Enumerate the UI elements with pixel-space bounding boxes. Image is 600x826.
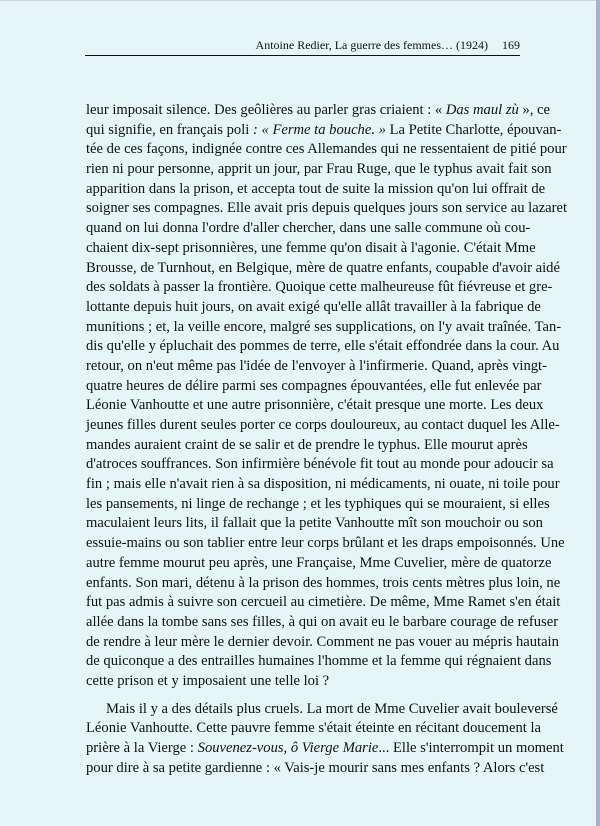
text-line [86,180,546,200]
text-line [86,554,552,574]
text-line [86,239,536,259]
text-run: quatre heures de délire parmi ses compagnes épouvantées, elle fut enlevée par [86,377,542,394]
text-line [86,593,561,613]
text-run: Brousse, de Turnhout, en Belgique, mère de quatre enfants, coupable d'avoir aidé [86,259,560,276]
text-run: Léonie Vanhoutte. Cette pauvre femme s'était éteinte en récitant doucement la [86,720,541,737]
text-run: d'atroces souffrances. Son infirmière bénévole fit tout au monde pour adoucir sa [86,456,554,473]
text-line [86,101,551,121]
page-top-edge [0,0,600,1]
text-line [86,121,562,141]
italic-text: : « Ferme ta bouche. » [252,121,386,138]
text-line [86,475,560,495]
text-run: rien ni pour personne, apprit un jour, par Frau Ruge, que le typhus avait fait son [86,161,552,178]
text-run: dis qu'elle y épluchait des pommes de terre, elle s'était effondrée dans la cour. Au [86,338,560,355]
paragraph [86,700,564,779]
text-line [86,357,547,377]
text-run: mandes auraient craint de se salir et de prendre le typhus. Elle mourut après [86,436,528,453]
text-line [86,298,541,318]
text-run: chaient dix-sept prisonnières, une femme qu'on disait à l'agonie. C'était Mme [86,239,536,256]
text-run: cette prison et y imposaient une telle loi ? [86,672,330,689]
text-line [86,700,558,720]
text-run: munitions ; et, la veille encore, malgré ses supplications, on l'y avait traînée. Tan- [86,318,562,335]
text-line [86,455,554,475]
page-body [86,101,568,778]
text-line [86,436,528,456]
text-run: leur imposait silence. Des geôlières au parler gras criaient : « [86,102,446,118]
text-line [86,318,562,338]
text-run: La Petite Charlotte, épouvan- [385,121,562,138]
text-run: de quiconque a des entrailles humaines l'homme et la femme qui régnaient dans [86,653,552,670]
text-run: retour, on n'eut même pas l'idée de l'envoyer à l'infirmerie. Quand, après vingt- [86,357,547,374]
header-title: Antoine Redier, La guerre des femmes… (1924) [255,38,488,52]
running-header [85,38,520,53]
text-run: pour dire à sa petite gardienne : « Vais-je mourir sans mes enfants ? Alors c'est [86,759,545,776]
text-run: quand on lui donna l'ordre d'aller chercher, dans une salle commune où cou- [86,220,531,237]
window-right-border [596,0,600,826]
text-run: lottante depuis huit jours, on avait exigé qu'elle allât travailler à la fabrique de [86,298,541,315]
text-line [86,672,514,692]
text-line [86,633,559,653]
text-line [86,514,543,534]
text-line [86,278,553,298]
text-run: autre femme mourut peu après, une Française, Mme Cuvelier, mère de quatorze [86,554,552,571]
text-run: de rendre à leur mère le dernier devoir. Comment ne pas vouer au mépris hautain [86,633,559,650]
text-line [86,574,561,594]
text-run: Mais il y a des détails plus cruels. La mort de Mme Cuvelier avait bouleversé [106,700,558,717]
text-run: fin ; mais elle n'avait rien à sa disposition, ni médicaments, ni ouate, ni toile pour [86,476,560,493]
text-run: apparition dans la prison, et accepta tout de suite la mission qu'on lui offrait de [86,180,546,197]
text-line [86,534,565,554]
text-run: maculaient leurs lits, il fallait que la petite Vanhoutte mît son mouchoir ou son [86,515,543,532]
text-run: qui signifie, en français poli [86,121,253,138]
text-run: enfants. Son mari, détenu à la prison des hommes, trois cents mètres plus loin, ne [86,574,561,591]
text-line [86,613,559,633]
text-line [86,219,531,239]
text-line [86,377,542,397]
text-line [86,259,560,279]
text-run: fut pas admis à suivre son cercueil au cimetière. De même, Mme Ramet s'en était [86,594,561,611]
text-run: ... Elle s'interrompit un moment [378,740,564,756]
text-run: les pansements, ni linge de rechange ; et les typhiques qui se mouraient, si elles [86,495,550,512]
text-run: des soldats à passer la frontière. Quoique cette malheureuse fût fiévreuse et gre- [86,279,553,296]
text-line [86,652,552,672]
text-line [86,140,567,160]
header-rule [85,55,520,56]
text-line [86,759,545,779]
text-run: allée dans la tombe sans ses filles, à qui on avait eu le barbare courage de refuser [86,613,559,630]
text-run: jeunes filles durent seules porter ce corps douloureux, au contact duquel les Alle- [86,417,560,433]
text-line [86,337,560,357]
text-run: essuie-mains ou son tablier entre leur corps brûlant et les draps empoisonnés. Une [86,535,565,552]
text-run: soigner ses compagnes. Elle avait pris depuis quelques jours son service au lazaret [86,200,568,217]
page-number: 169 [502,38,520,52]
paragraph [86,101,568,692]
text-run: tée de ces façons, indignée contre ces Allemandes qui ne ressentaient de pitié pour [86,141,567,158]
text-line [86,199,568,219]
text-run: prière à la Vierge : [86,740,198,756]
text-run: », ce [518,102,551,118]
text-run: Léonie Vanhoutte et une autre prisonnière, c'était presque une morte. Les deux [86,397,544,414]
text-line [86,495,550,515]
text-line [86,160,552,180]
italic-text: Souvenez-vous, ô Vierge Marie [197,740,379,756]
italic-text: Das maul zù [445,102,519,118]
text-line [86,719,541,739]
text-line [86,396,544,416]
text-line [86,416,560,436]
text-line [86,739,564,759]
